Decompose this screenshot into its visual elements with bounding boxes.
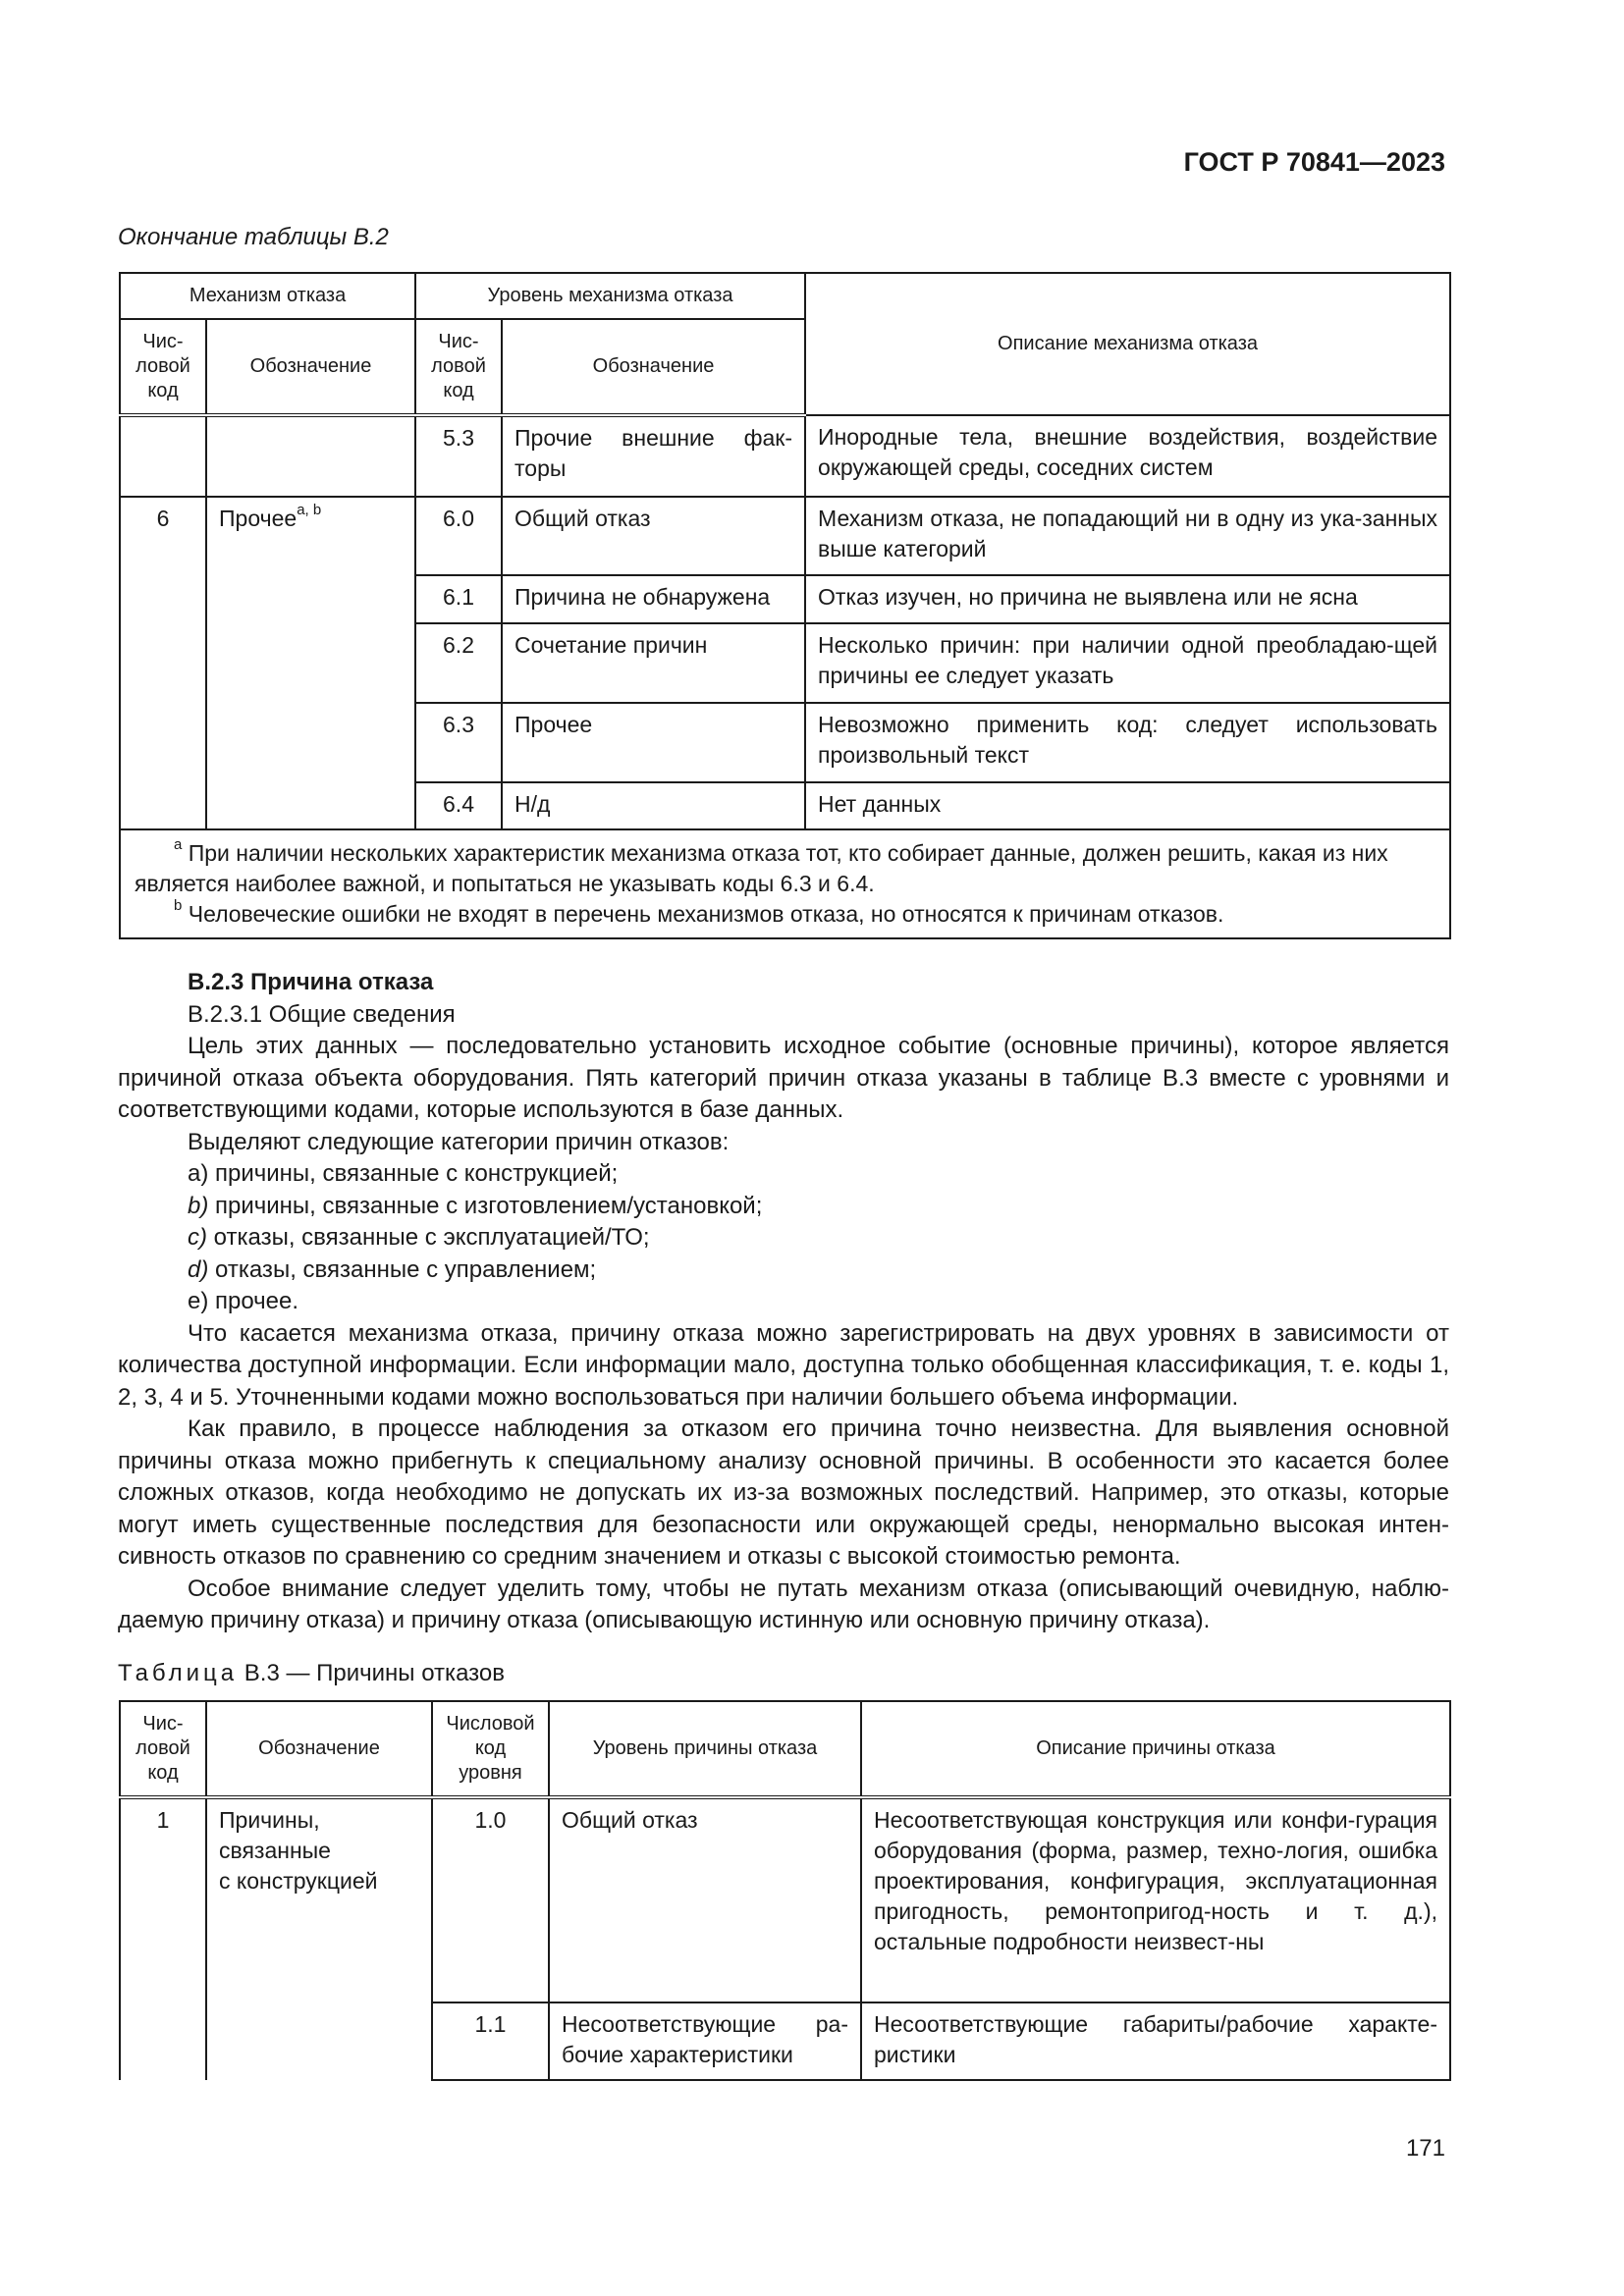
list-item: c) отказы, связанные с эксплуатацией/ТО;: [188, 1224, 650, 1251]
cell-code: 1: [120, 1797, 206, 2002]
cell-level-code: 6.2: [415, 623, 502, 703]
cell-description: Инородные тела, внешние воздействия, воздействие окружающей среды, соседних систем: [805, 415, 1450, 497]
cell-description: Отказ изучен, но причина не выявлена или не ясна: [805, 575, 1450, 623]
paragraph: Цель этих данных — последовательно установить исходное событие (основные причины), которое является причиной отказа объекта оборудования. Пять категорий причин отказа указаны в таблице В.3 вместе с уровнями и соответствующими кодами, которые используются в базе данных.: [118, 1033, 1449, 1123]
header-mechanism-level: Уровень механизма отказа: [415, 273, 805, 319]
cell-description: Невозможно применить код: следует использовать произвольный текст: [805, 703, 1450, 782]
section-heading: В.2.3 Причина отказа: [188, 969, 434, 995]
table-row: [120, 782, 1450, 829]
cell-description: Механизм отказа, не попадающий ни в одну из ука-занных выше категорий: [805, 497, 1450, 575]
table-row: [120, 703, 1450, 782]
subsection-heading: В.2.3.1 Общие сведения: [188, 1000, 456, 1028]
header-numeric-code: Чис- ловой код: [120, 319, 206, 415]
cell-level-code: 6.3: [415, 703, 502, 782]
cell-level-code: 5.3: [415, 415, 502, 497]
cell-designation: [206, 415, 415, 497]
cell-designation: Прочее$^{a, b}$: [206, 497, 415, 575]
header-cause-level: Уровень причины отказа: [549, 1701, 861, 1797]
cell-level-name: Прочее: [502, 703, 805, 782]
cell-code: 6: [120, 497, 206, 575]
cell-level-name: Сочетание причин: [502, 623, 805, 703]
list-item: е) прочее.: [188, 1288, 299, 1314]
header-level-numeric-code: Числовой код уровня: [432, 1701, 549, 1797]
table-row: [120, 575, 1450, 623]
table-row: [120, 623, 1450, 703]
footnote-b: $^b$ Человеческие ошибки не входят в перечень механизмов отказа, но относятся к причинам отказов.: [174, 897, 1224, 927]
header-level-designation: Обозначение: [502, 319, 805, 415]
cell-level-name: Несоответствующие ра-бочие характеристики: [549, 2002, 861, 2080]
footnote-a: $^a$ При наличии нескольких характеристик механизма отказа тот, кто собирает данные, должен решить, какая из них является наиболее важной, и попытаться не указывать коды 6.3 и 6.4.: [135, 836, 1388, 896]
cell-description: Несколько причин: при наличии одной преобладаю-щей причины ее следует указать: [805, 623, 1450, 703]
header-cause-description: Описание причины отказа: [861, 1701, 1450, 1797]
cell-level-name: Прочие внешние фак-торы: [502, 415, 805, 497]
header-numeric-code: Чис- ловой код: [120, 1701, 206, 1797]
header-failure-mechanism: Механизм отказа: [120, 273, 415, 319]
cell-level-code: 1.0: [432, 1797, 549, 2002]
list-item: а) причины, связанные с конструкцией;: [188, 1160, 619, 1187]
cell-description: Несоответствующие габариты/рабочие характе-ристики: [861, 2002, 1450, 2080]
paragraph: Особое внимание следует уделить тому, чтобы не путать механизм отказа (описывающий очевидную, наблю-даемую причину отказа) и причину отказа (описывающую истинную или основную причину отказа).: [118, 1575, 1449, 1633]
header-designation: Обозначение: [206, 319, 415, 415]
paragraph: Что касается механизма отказа, причину отказа можно зарегистрировать на двух уровнях в зависимости от количества доступной информации. Если информации мало, доступна только обобщенная классификация, т. е. коды 1, 2, 3, 4 и 5. Уточненными кодами можно воспользоваться при наличии большего объема информации.: [118, 1319, 1449, 1411]
list-item: d) отказы, связанные с управлением;: [188, 1255, 597, 1283]
page-number: 171: [1405, 2135, 1445, 2162]
header-level-code: Чис- ловой код: [415, 319, 502, 415]
table-b3: [119, 1700, 1451, 2081]
cell-code: [120, 415, 206, 497]
table-row: [120, 415, 1450, 497]
table-footnotes: [120, 829, 1450, 938]
header-designation: Обозначение: [206, 1701, 432, 1797]
cell-level-name: Н/д: [502, 782, 805, 829]
cell-level-code: 1.1: [432, 2002, 549, 2080]
cell-level-name: Общий отказ: [549, 1797, 861, 2002]
document-code: ГОСТ Р 70841—2023: [1183, 147, 1445, 177]
table-b3-caption: Таблица В.3 — Причины отказов: [118, 1660, 505, 1686]
cell-level-code: 6.4: [415, 782, 502, 829]
cell-level-name: Общий отказ: [502, 497, 805, 575]
cell-level-code: 6.0: [415, 497, 502, 575]
cell-description: Несоответствующая конструкция или конфи-гурация оборудования (форма, размер, техно-логия, ошибка проектирования, конфигурация, эксплуатационная пригодность, ремонтопригод-ность и т. д.), остальные подробности неизвест-ны: [861, 1797, 1450, 2002]
cell-level-name: Причина не обнаружена: [502, 575, 805, 623]
section-failure-cause: [118, 967, 1449, 1637]
table-b2: [119, 272, 1451, 939]
cell-level-code: 6.1: [415, 575, 502, 623]
table-row: [120, 2002, 1450, 2080]
cell-designation: Причины, связанные с конструкцией: [206, 1797, 432, 2002]
header-mechanism-description: Описание механизма отказа: [805, 273, 1450, 415]
table-continuation-label: Окончание таблицы В.2: [118, 224, 389, 250]
paragraph: Выделяют следующие категории причин отказов:: [188, 1128, 730, 1155]
list-item: b) причины, связанные с изготовлением/установкой;: [188, 1192, 763, 1219]
cell-description: Нет данных: [805, 782, 1450, 829]
paragraph: Как правило, в процессе наблюдения за отказом его причина точно неизвестна. Для выявления основной причины отказа можно прибегнуть к специальному анализу основной причины. В особенности это касается более сложных отказов, когда необходимо не допускать их из-за возможных последствий. Например, это отказы, которые могут иметь существенные последствия для безопасности или окружающей среды, ненормально высокая интен-сивность отказов по сравнению со средним значением и отказы с высокой стоимостью ремонта.: [118, 1415, 1449, 1570]
table-row: [120, 1797, 1450, 2002]
table-row: [120, 497, 1450, 575]
